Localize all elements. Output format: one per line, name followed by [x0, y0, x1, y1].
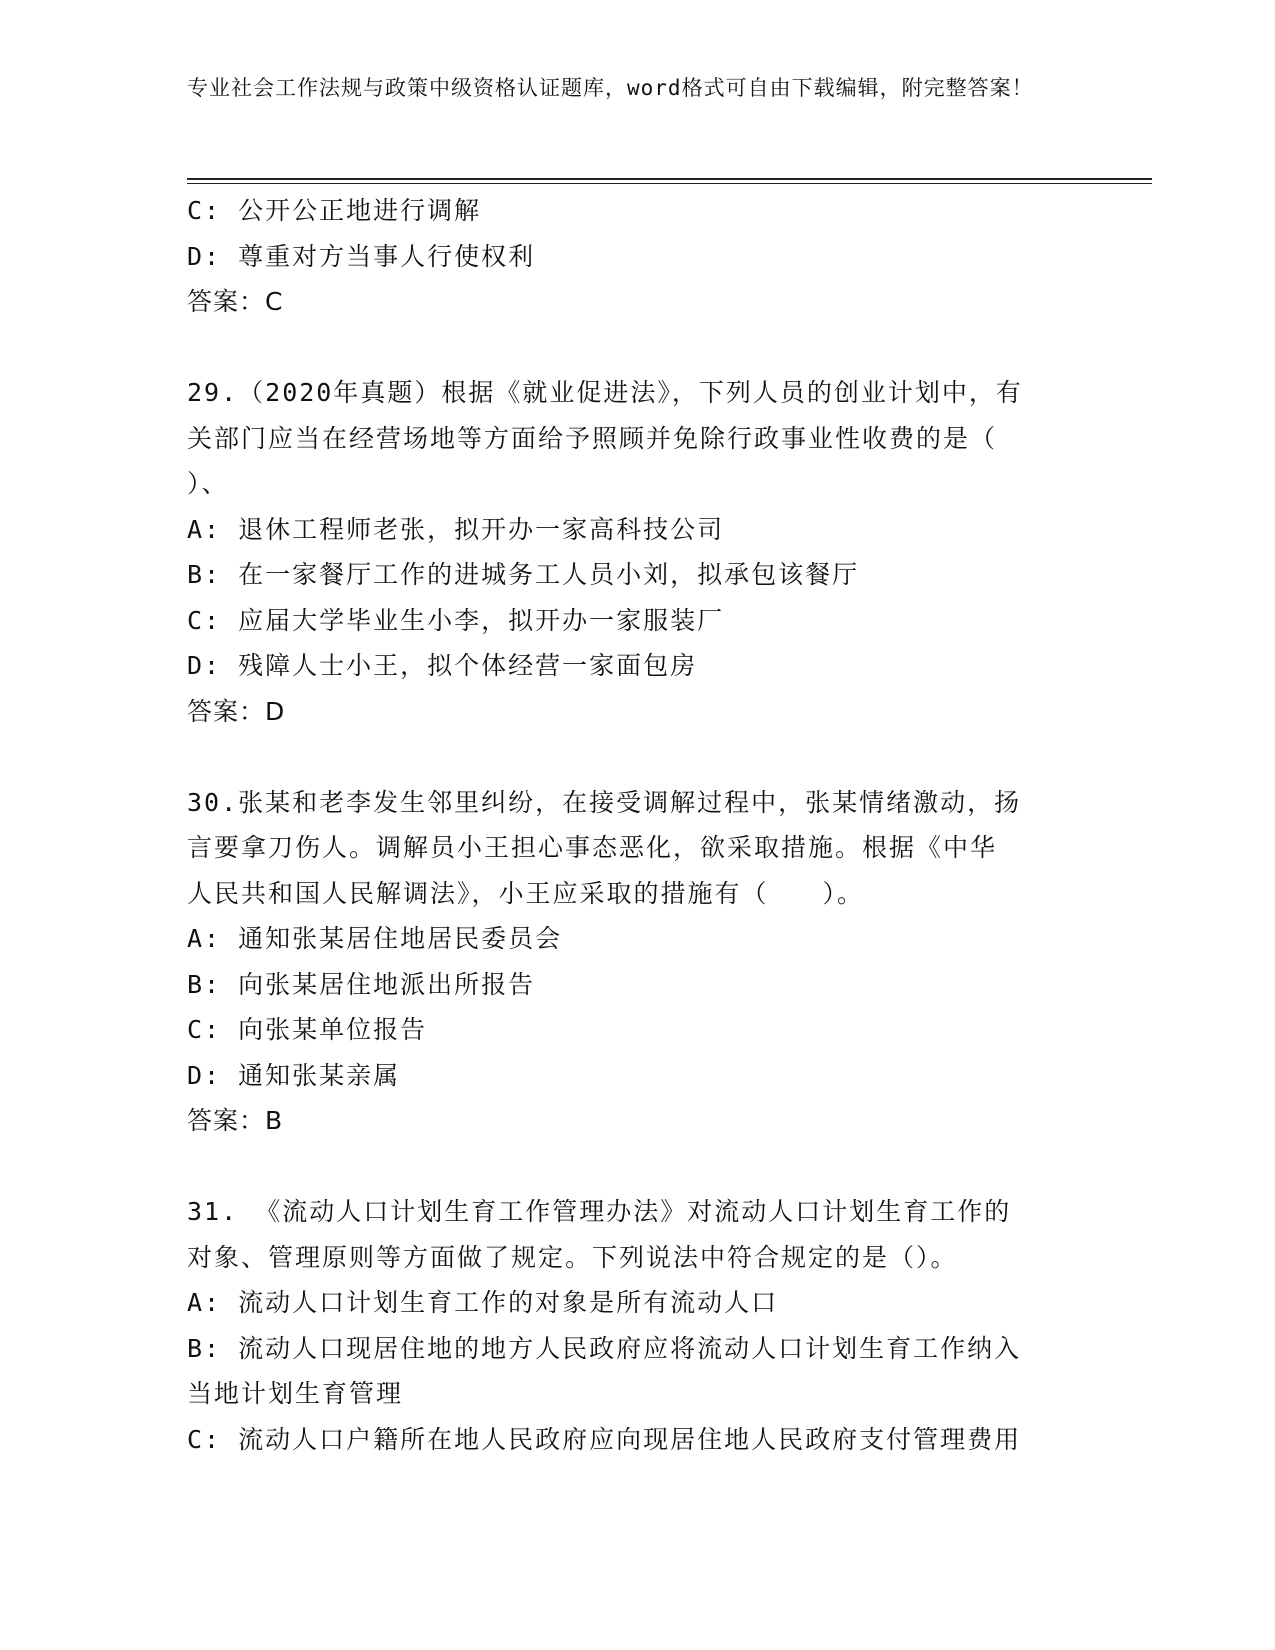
spacer — [187, 325, 1077, 371]
question-stem-line: 关部门应当在经营场地等方面给予照顾并免除行政事业性收费的是（ — [187, 423, 998, 453]
question-stem-line: 人民共和国人民解调法》，小王应采取的措施有（ ）。 — [187, 878, 865, 908]
option-b-continued: 当地计划生育管理 — [187, 1379, 404, 1408]
spacer — [187, 1144, 1077, 1190]
question-stem-line: 29.（2020年真题）根据《就业促进法》，下列人员的创业计划中，有 — [187, 378, 1023, 407]
question-stem-line: 31. 《流动人口计划生育工作管理办法》对流动人口计划生育工作的 — [187, 1197, 1012, 1226]
option-c: C: 流动人口户籍所在地人民政府应向现居住地人民政府支付管理费用 — [187, 1424, 1022, 1454]
answer-line: 答案：D — [187, 696, 286, 726]
question-stem-line: 对象、管理原则等方面做了规定。下列说法中符合规定的是（）。 — [187, 1242, 958, 1272]
option-b: B: 在一家餐厅工作的进城务工人员小刘，拟承包该餐厅 — [187, 560, 860, 589]
question-stem-line: ）、 — [187, 469, 229, 498]
spacer — [187, 734, 1077, 780]
option-a: A: 通知张某居住地居民委员会 — [187, 924, 563, 953]
option-d: D: 通知张某亲属 — [187, 1060, 401, 1090]
answer-line: 答案：C — [187, 287, 284, 316]
page-header-title: 专业社会工作法规与政策中级资格认证题库，word格式可自由下载编辑，附完整答案！ — [187, 76, 1034, 100]
question-content — [187, 188, 1077, 1462]
option-a: A: 流动人口计划生育工作的对象是所有流动人口 — [187, 1288, 779, 1317]
option-b: B: 流动人口现居住地的地方人民政府应将流动人口计划生育工作纳入 — [187, 1333, 1022, 1363]
option-b: B: 向张某居住地派出所报告 — [187, 969, 536, 999]
option-c: C: 应届大学毕业生小李，拟开办一家服装厂 — [187, 605, 725, 635]
question-29 — [187, 370, 1077, 734]
question-31 — [187, 1189, 1077, 1462]
question-partial — [187, 188, 1077, 325]
option-d: D: 残障人士小王，拟个体经营一家面包房 — [187, 651, 698, 680]
question-stem-line: 30.张某和老李发生邻里纠纷，在接受调解过程中，张某情绪激动，扬 — [187, 787, 1022, 817]
answer-line: 答案：B — [187, 1106, 284, 1135]
option-d: D: 尊重对方当事人行使权利 — [187, 241, 536, 271]
option-c: C: 向张某单位报告 — [187, 1015, 428, 1044]
option-a: A: 退休工程师老张，拟开办一家高科技公司 — [187, 514, 725, 544]
header-rule-thick — [187, 178, 1152, 180]
header-rule-thin — [187, 183, 1152, 184]
question-30 — [187, 780, 1077, 1144]
question-stem-line: 言要拿刀伤人。调解员小王担心事态恶化，欲采取措施。根据《中华 — [187, 833, 998, 862]
option-c: C: 公开公正地进行调解 — [187, 196, 482, 225]
